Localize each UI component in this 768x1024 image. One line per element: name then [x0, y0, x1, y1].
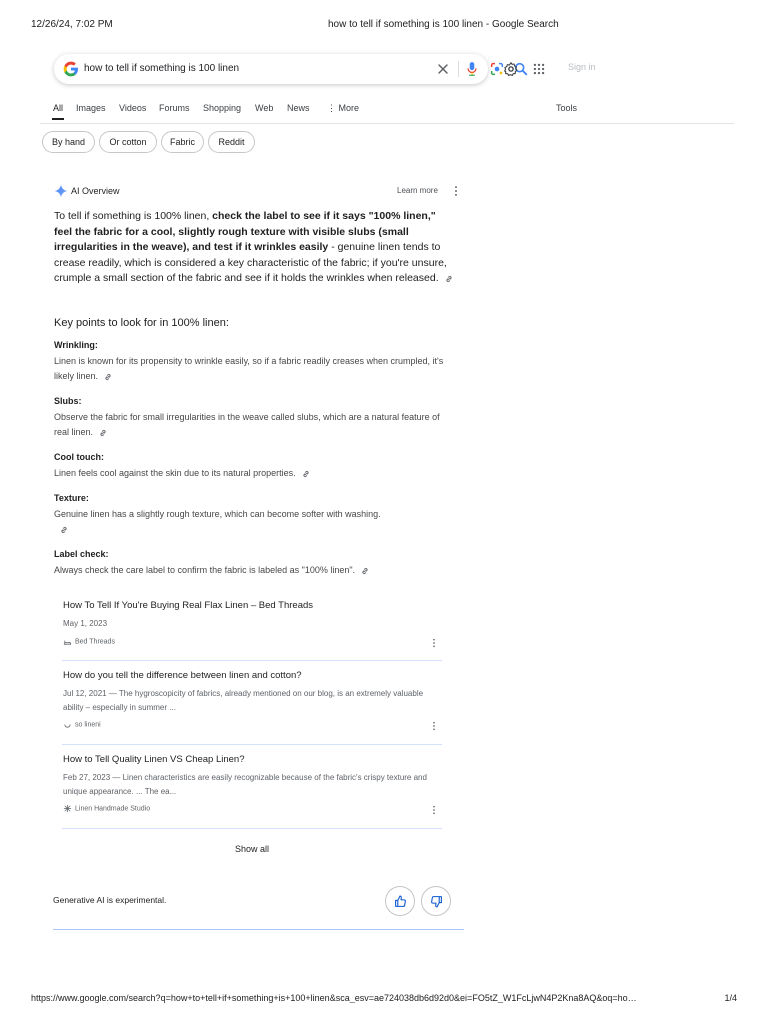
tab-news[interactable]: News — [287, 103, 310, 113]
source-title[interactable]: How do you tell the difference between linen and cotton? — [63, 670, 302, 681]
more-vertical-icon[interactable] — [431, 638, 437, 648]
key-point-heading: Cool touch: — [54, 452, 104, 462]
link-icon[interactable] — [104, 373, 112, 381]
more-vertical-icon[interactable] — [431, 721, 437, 731]
print-url: https://www.google.com/search?q=how+to+tell+if+something+is+100+linen&sca_esv=ae724038db6d92d0&ei=FO5tZ_W1FcLjwN4P2Kna8AQ&oq=ho… — [31, 993, 637, 1003]
google-g-icon — [63, 61, 79, 77]
thumbs-up-button[interactable] — [385, 886, 415, 916]
source-description: Feb 27, 2023 — Linen characteristics are easily recognizable because of the fabric's crispy texture and unique appearance. ... The ea... — [63, 773, 427, 796]
key-points-title: Key points to look for in 100% linen: — [54, 317, 229, 329]
chip-fabric[interactable] — [161, 131, 204, 153]
key-point — [54, 395, 454, 440]
print-datetime: 12/26/24, 7:02 PM — [31, 19, 113, 30]
chip-by-hand[interactable] — [42, 131, 95, 153]
print-page-number: 1/4 — [724, 993, 737, 1003]
source-divider — [62, 744, 442, 745]
key-point — [54, 451, 454, 481]
summary-text-cont: - genuine linen tends to crease readily, which is considered a key characteristic of the fabric; if you're unsure, crumple a small section of the fabric and see if it holds the wrinkles when released. — [54, 241, 447, 285]
search-bar[interactable] — [54, 54, 488, 84]
source-divider — [62, 660, 442, 661]
source-description: Jul 12, 2021 — The hygroscopicity of fabrics, already mentioned on our blog, is an extremely valuable ability – especially in summer ... — [63, 689, 424, 712]
ai-summary — [54, 209, 454, 287]
favicon-icon — [63, 720, 72, 729]
key-point-text: Observe the fabric for small irregularities in the weave called slubs, which are a natural feature of real linen. — [54, 412, 440, 437]
source-divider — [62, 828, 442, 829]
print-footer — [31, 993, 737, 1007]
source-card[interactable] — [62, 600, 442, 662]
key-point-body — [54, 354, 454, 384]
source-site-name: Linen Handmade Studio — [75, 805, 151, 813]
show-all-button[interactable]: Show all — [235, 844, 270, 854]
key-point-heading: Texture: — [54, 493, 89, 503]
key-point-heading: Wrinkling: — [54, 340, 98, 350]
source-title[interactable]: How To Tell If You're Buying Real Flax Linen – Bed Threads — [63, 600, 314, 611]
key-point-text: Always check the care label to confirm the fabric is labeled as "100% linen". — [54, 565, 356, 575]
sparkle-icon — [54, 184, 68, 198]
tab-images[interactable]: Images — [76, 103, 106, 113]
tab-all[interactable]: All — [53, 103, 64, 113]
chip-label: By hand — [51, 137, 86, 147]
source-site — [63, 637, 115, 646]
favicon-icon — [63, 804, 72, 813]
tab-more-label: More — [338, 103, 360, 113]
more-vertical-icon[interactable] — [431, 805, 437, 815]
tabs-divider — [40, 123, 734, 124]
print-header — [31, 19, 737, 33]
chip-label: Fabric — [169, 137, 195, 147]
summary-text: To tell if something is 100% linen, — [54, 210, 213, 222]
microphone-icon[interactable] — [465, 61, 479, 77]
chip-label: Reddit — [218, 137, 245, 147]
tools-button[interactable]: Tools — [556, 103, 578, 113]
favicon-icon — [63, 637, 72, 646]
sign-in-button[interactable]: Sign in — [568, 62, 596, 72]
chip-or-cotton[interactable] — [99, 131, 157, 153]
more-vertical-icon: ⋮ — [327, 103, 336, 113]
ai-overview-bottom-divider — [53, 929, 464, 930]
tab-videos[interactable]: Videos — [119, 103, 147, 113]
key-point-heading: Label check: — [54, 549, 109, 559]
search-input[interactable]: how to tell if something is 100 linen — [84, 63, 240, 74]
key-point-body — [54, 563, 454, 578]
link-icon[interactable] — [60, 526, 68, 534]
active-tab-indicator — [52, 118, 64, 120]
source-site — [63, 720, 101, 729]
print-page-title: how to tell if something is 100 linen - Google Search — [328, 19, 559, 30]
learn-more-link[interactable]: Learn more — [397, 186, 438, 195]
source-title[interactable]: How to Tell Quality Linen VS Cheap Linen? — [63, 754, 245, 765]
thumbs-up-icon — [394, 895, 407, 908]
search-separator — [458, 61, 459, 77]
tab-shopping[interactable]: Shopping — [203, 103, 242, 113]
link-icon[interactable] — [361, 567, 369, 575]
tab-web[interactable]: Web — [255, 103, 274, 113]
source-site-name: so lineni — [75, 721, 101, 729]
tab-more[interactable] — [327, 103, 359, 114]
more-vertical-icon[interactable] — [453, 185, 459, 197]
key-point-text: Linen is known for its propensity to wrinkle easily, so if a fabric readily creases when crumpled, it's likely linen. — [54, 356, 444, 381]
source-site-name: Bed Threads — [75, 638, 115, 646]
key-point-body — [54, 466, 454, 481]
apps-grid-icon[interactable] — [532, 62, 546, 76]
source-card[interactable] — [62, 670, 442, 746]
ai-overview-title: AI Overview — [71, 186, 120, 196]
close-icon[interactable] — [435, 61, 451, 77]
gear-icon[interactable] — [503, 61, 519, 77]
key-point-text: Linen feels cool against the skin due to its natural properties. — [54, 468, 296, 478]
thumbs-down-icon — [430, 895, 443, 908]
key-point — [54, 548, 454, 578]
key-point — [54, 339, 454, 384]
source-description: May 1, 2023 — [63, 619, 108, 628]
key-point-text: Genuine linen has a slightly rough texture, which can become softer with washing. — [54, 509, 381, 519]
link-icon[interactable] — [99, 429, 107, 437]
source-site — [63, 804, 150, 813]
summary-bold-text: check the label to see if it says "100% linen," feel the fabric for a cool, slightly rough texture with visible slubs (small irregularities in the weave), and test if it wrinkles easily — [54, 210, 436, 254]
link-icon[interactable] — [445, 275, 453, 283]
tab-forums[interactable]: Forums — [159, 103, 190, 113]
chip-reddit[interactable] — [208, 131, 255, 153]
generative-ai-note: Generative AI is experimental. — [53, 895, 167, 905]
key-point-heading: Slubs: — [54, 396, 82, 406]
key-point-body — [54, 410, 454, 440]
link-icon[interactable] — [302, 470, 310, 478]
key-point — [54, 492, 394, 537]
chip-label: Or cotton — [109, 137, 147, 147]
source-card[interactable] — [62, 754, 442, 830]
key-point-body — [54, 507, 394, 537]
thumbs-down-button[interactable] — [421, 886, 451, 916]
